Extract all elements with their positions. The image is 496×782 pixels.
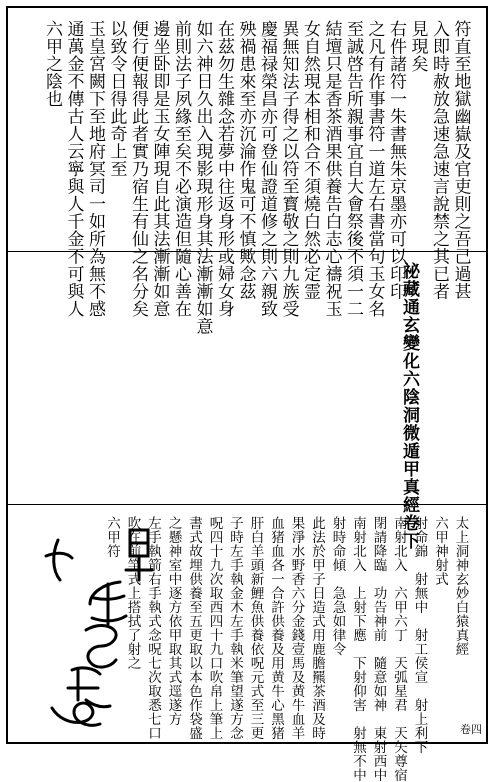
bottom-text-column: 書式故埋供養至五更取以本色作袋盛: [186, 516, 202, 740]
bottom-text-column: 左手執箭右手執式念呪七次取悉七口: [145, 516, 161, 740]
top-text-column: 前則法子夙緣至矣不必演造但隨心善在: [171, 20, 191, 318]
bottom-text-column: 果淨水野香六分金錢壹馬及黄牛血羊: [288, 516, 305, 740]
bottom-text-column: 血猪血各一合許供養及用黄牛心黑猪: [268, 516, 284, 740]
bottom-text-column: 肝白羊頭新鯉魚供養依呪元式至三更: [247, 516, 264, 740]
top-text-column: 便行便報得此者實乃宿生有仙之名分矣: [128, 20, 148, 318]
top-text-column: 在茲勿生雜念若夢中往返身形或婦女身: [214, 20, 234, 318]
page-number: 卷四: [460, 723, 482, 736]
bottom-text-column: 此法於甲子日造式用鹿膽羆茶酒及時: [309, 516, 325, 740]
top-text-column: 右件諸符一朱書無朱京墨亦可以印印: [386, 20, 406, 300]
top-text-column: 見現矣: [407, 20, 428, 73]
bottom-text-column: 之懸神室中逐方依甲取其式逕遂方: [165, 516, 182, 726]
bottom-text-column: 南射北入 上射下應 下射仰害 射無不中: [350, 516, 366, 782]
top-text-column: 異無知法子得之以符至寳敬之則九族受: [278, 20, 299, 318]
bottom-text-column: 射時命傾 急急如律令: [329, 516, 346, 656]
top-text-column: 符直至地獄幽嶽及官吏則之吾己過甚: [450, 20, 471, 300]
top-text-column: 女自然現本相和合不須燒白然必定霊: [300, 20, 320, 300]
top-text-column: 殃禍患來至亦沉淪作鬼可不慎歟念茲: [235, 20, 256, 300]
top-text-column: 入即時赦放急速急速言說禁之其已者: [429, 20, 449, 300]
top-text-column: 邊坐卧即是玉女陣現自此其法漸漸如意: [149, 20, 170, 318]
top-text-column: 玉皇宮闕下至地府冥司一如所為無不感: [85, 20, 105, 318]
bottom-text-column: 六甲神射式: [432, 516, 448, 586]
top-text-column: 至誠啓告所親事宜自大會祭後不須一二: [343, 20, 363, 318]
top-text-column: 之凡有作事書符一道左右書當句玉女名: [364, 20, 385, 318]
bottom-text-column: 六甲符: [104, 516, 120, 558]
bottom-text-column: 閉請降臨 功告神前 隨意如神 東射西中: [370, 516, 387, 782]
bottom-text-column: 吹在前竿式上搭拭了射之: [124, 516, 141, 670]
liujia-talisman-drawing: [28, 520, 178, 740]
bottom-text-column: 呪四十九次取西四十九口吹帛上筆上: [206, 516, 223, 740]
top-text-column: 慶福禄榮昌亦可登仙證道修之則六親致: [257, 20, 277, 318]
bottom-text-column: 南射北入 六甲六丁 天弧星君 天矢尊宿: [391, 516, 407, 782]
top-text-column: 通萬金不傳古人云寧與人千金不可與人: [63, 20, 84, 318]
top-text-column: 結壇只是香茶酒果供養告白志心禱祝玉: [321, 20, 342, 318]
volume-title: 祕藏通玄變化六陰洞微遁甲真經卷下: [399, 262, 419, 550]
bottom-text-column: 子時左手執金木左手執米筆望遂方念: [227, 516, 243, 740]
top-text-column: 如六神日久出入現影現形身其法漸漸如意: [192, 20, 213, 335]
top-text-column: 以致令日得此奇上至: [106, 20, 127, 178]
top-text-column: 六甲之陰也: [42, 20, 62, 108]
bottom-text-column: 射命錦 射無中 射工侯宣 射上利下: [411, 516, 428, 754]
bottom-text-column: 太上洞神玄妙白猿真經: [452, 516, 469, 656]
